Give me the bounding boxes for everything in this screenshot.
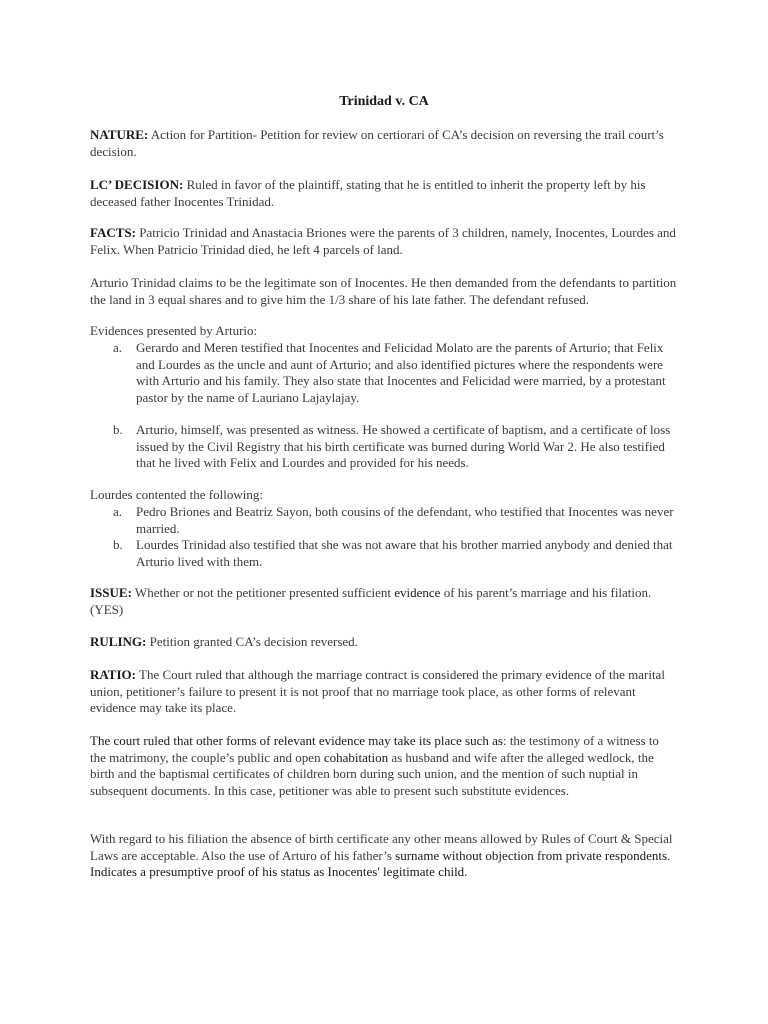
evidences-heading: Evidences presented by Arturio: [90, 323, 258, 338]
court-ruled-lead: The court ruled that other forms of relevant evidence may take its place such as [90, 733, 503, 748]
list-marker: a. [113, 504, 123, 519]
filiation-paragraph [90, 831, 678, 881]
issue-text-rest: of his parent’s marriage and his filation. (YES) [90, 585, 652, 617]
issue-label: ISSUE: [90, 585, 132, 600]
ratio-paragraph [90, 667, 678, 717]
facts-paragraph [90, 225, 678, 258]
nature-label: NATURE: [90, 127, 149, 142]
ruling-text: Petition granted CA’s decision reversed. [146, 634, 358, 649]
list-item [113, 422, 678, 472]
lourdes-heading: Lourdes contented the following: [90, 487, 263, 502]
facts-text: Patricio Trinidad and Anastacia Briones were the parents of 3 children, namely, Inocentes, Lourdes and Felix. When Patricio Trinidad died, he left 4 parcels of land. [90, 225, 676, 257]
court-ruled-text-rest: as husband and wife after the alleged wedlock, the birth and the baptismal certificates of children born during such union, and the mention of such nuptial in subsequent documents. In this case, petitioner was able to present such substitute evidences. [90, 749, 654, 798]
filiation-surname-text: surname without objection from private respondents. Indicates a presumptive proof of his status as Inocentes' legitimate child. [90, 847, 671, 879]
lourdes-point-text: Pedro Briones and Beatriz Sayon, both cousins of the defendant, who testified that Inocentes was never married. [136, 504, 674, 536]
lourdes-point-text: Lourdes Trinidad also testified that she was not aware that his brother married anybody and denied that Arturio lived with them. [136, 537, 673, 569]
nature-paragraph [90, 127, 678, 160]
facts-label: FACTS: [90, 225, 136, 240]
list-item [113, 504, 678, 537]
issue-paragraph [90, 585, 678, 618]
ruling-label: RULING: [90, 634, 147, 649]
nature-text: Action for Partition- Petition for review on certiorari of CA’s decision on reversing the trail court’s decision. [90, 127, 664, 159]
lc-decision-label: LC’ DECISION: [90, 177, 184, 192]
lc-decision-text: Ruled in favor of the plaintiff, stating that he is entitled to inherit the property left by his deceased father Inocentes Trinidad. [90, 177, 646, 209]
list-item [113, 340, 678, 406]
list-marker: a. [113, 340, 123, 355]
court-ruled-text: : the testimony of a witness to the matrimony, the couple’s public and open [90, 733, 659, 765]
ruling-paragraph [90, 634, 678, 651]
court-ruled-paragraph [90, 733, 678, 799]
list-item [113, 537, 678, 570]
list-marker: b. [113, 422, 123, 437]
ratio-text: The Court ruled that although the marriage contract is considered the primary evidence of the marital union, petitioner’s failure to present it is not proof that no marriage took place, as other forms of relevant evidence may take its place. [90, 667, 665, 715]
issue-text: Whether or not the petitioner presented sufficient [131, 585, 395, 600]
page-title: Trinidad v. CA [339, 94, 429, 109]
filiation-text: With regard to his filiation the absence of birth certificate any other means allowed by Rules of Court & Special Laws are acceptable. Also the use of Arturo of his father’s [90, 831, 673, 863]
evidence-text: Gerardo and Meren testified that Inocentes and Felicidad Molato are the parents of Arturio; that Felix and Lourdes as the uncle and aunt of Arturio; and also identified pictures where the respondents were with Arturio and his family. They also state that Inocentes and Felicidad were married, by a protestant pastor by the name of Lauriano Lajaylajay. [136, 340, 666, 405]
list-marker: b. [113, 537, 123, 552]
arturio-claim-paragraph: Arturio Trinidad claims to be the legitimate son of Inocentes. He then demanded from the defendants to partition the land in 3 equal shares and to give him the 1/3 share of his late father. The defendant refused. [90, 275, 677, 307]
issue-evidence-word: evidence [394, 585, 441, 600]
evidence-text: Arturio, himself, was presented as witness. He showed a certificate of baptism, and a certificate of loss issued by the Civil Registry that his birth certificate was burned during World War 2. He also testified that he lived with Felix and Lourdes and provided for his needs. [136, 422, 671, 470]
cohabitation-word: cohabitation [323, 749, 389, 765]
lc-decision-paragraph [90, 177, 678, 210]
ratio-label: RATIO: [90, 667, 136, 682]
